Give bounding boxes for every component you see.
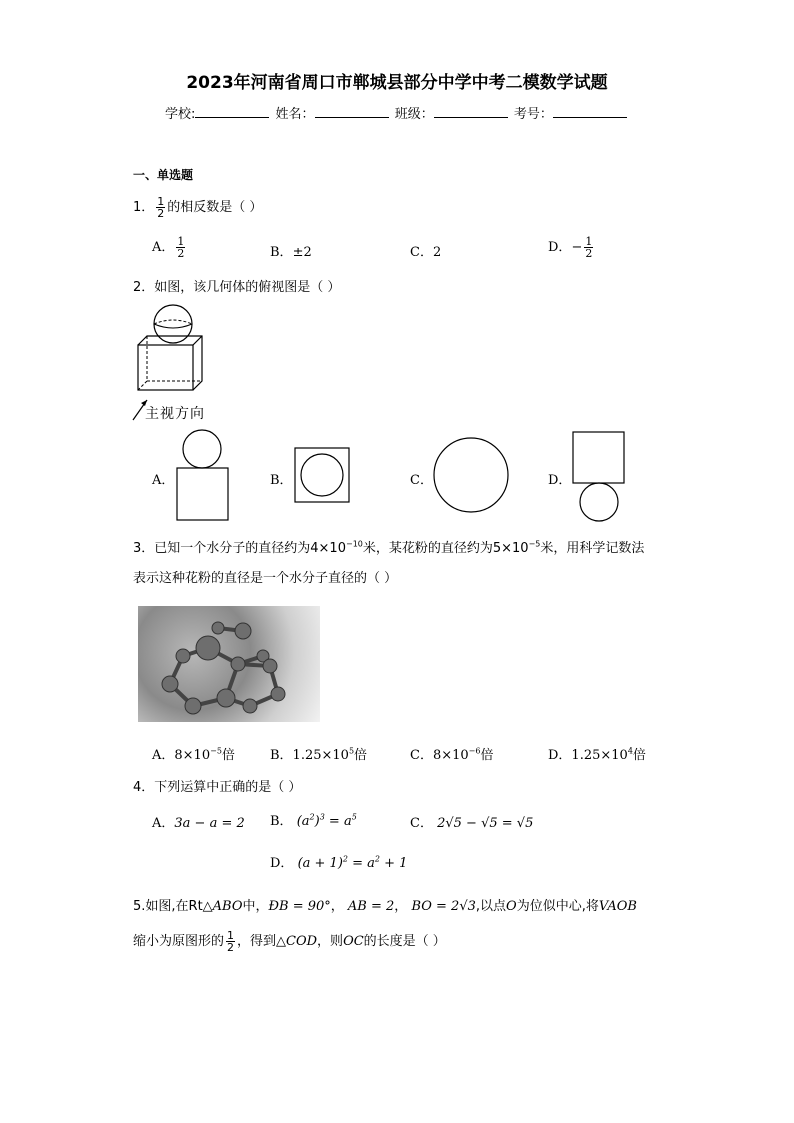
view-direction-label: 主视方向: [145, 406, 205, 422]
exam-no-label: 考号：: [513, 107, 553, 122]
q5-line-2: [133, 930, 446, 953]
q2-option-a-figure: [174, 428, 234, 524]
q4-a-label: A．: [152, 816, 175, 831]
q3-d-base: D．1.25×10: [548, 748, 628, 763]
q3-option-c: [410, 744, 493, 763]
school-label: 学校:: [165, 107, 196, 122]
q1-c-value: 2: [432, 245, 442, 260]
q5-oc: OC: [343, 934, 364, 949]
q5-zhong: 中，: [242, 899, 269, 914]
b-square: [295, 448, 349, 502]
q1-option-b: [270, 241, 312, 260]
q2-option-c-label: C．: [410, 473, 433, 488]
q1-option-a: [152, 236, 187, 259]
q4-option-d: [270, 852, 407, 871]
q2-text: 如图，该几何体的俯视图是（ ）: [154, 280, 341, 295]
b-circle: [301, 454, 343, 496]
q1-a-den: 2: [177, 247, 185, 260]
q1-a-label: A．: [152, 240, 175, 255]
q1-fraction: [156, 196, 165, 219]
sphere-equator-back: [154, 320, 192, 324]
question-2: [133, 276, 340, 295]
question-4: 4．下列运算中正确的是（ ）: [133, 780, 302, 795]
class-label: 班级：: [394, 107, 434, 122]
q3-exp1: −10: [345, 539, 363, 549]
q3-a-base: A．8×10: [152, 748, 211, 763]
q4-option-c: [410, 812, 533, 831]
a-square: [177, 468, 228, 520]
q3-text-end: 米，用科学记数法: [540, 541, 645, 556]
q3-text-mid: 米，某花粉的直径约为5×10: [362, 541, 529, 556]
exam-no-blank: [553, 105, 627, 118]
q3-option-d: [548, 744, 646, 763]
q4-a-expr: 3a − a = 2: [174, 816, 245, 831]
d-circle: [580, 483, 618, 521]
q5-ab: AB = 2: [347, 899, 395, 914]
q5-vaob: VAOB: [598, 899, 637, 914]
q5-line-1: 5.如图,在Rt△ABO中，ÐB = 90°， AB = 2， BO = 2√3,以点O为位似中心,将VAOB: [133, 899, 637, 914]
q1-text: 的相反数是（ ）: [167, 200, 263, 215]
q2-option-b-figure: [293, 446, 353, 504]
q5-line2-mid: ，得到△: [237, 934, 287, 949]
q1-d-den: 2: [585, 247, 593, 260]
molecule-image: [138, 606, 320, 722]
q4-b-expr: $(a^2)^3 = a^5$: [296, 812, 357, 829]
q3-line-1: [133, 537, 644, 556]
q5-mid: ,以点: [475, 899, 507, 914]
q1-d-num: 1: [585, 235, 593, 248]
q1-d-sign: −: [571, 240, 583, 255]
q3-c-exp: −6: [468, 746, 481, 756]
q2-option-b-label: B．: [270, 473, 293, 488]
sphere-outline: [154, 305, 192, 343]
name-blank: [315, 105, 389, 118]
q4-b-label: B．: [270, 814, 293, 829]
q5-center: 为位似中心,将: [516, 899, 599, 914]
q5-line2-start: 缩小为原图形的: [133, 934, 225, 949]
q2-number: 2．: [133, 280, 155, 295]
d-square: [573, 432, 624, 483]
q1-frac-num: 1: [157, 195, 165, 208]
q3-line-2: 表示这种花粉的直径是一个水分子直径的（ ）: [133, 571, 398, 586]
q1-option-c: [410, 241, 441, 260]
q3-d-exp: 4: [627, 746, 633, 756]
cube-hidden-edge-2: [138, 381, 147, 390]
q3-b-base: B．1.25×10: [270, 748, 349, 763]
question-1: [133, 196, 262, 219]
page-title: 2023年河南省周口市郸城县部分中学中考二模数学试题: [186, 73, 608, 93]
q3-a-exp: −5: [210, 746, 222, 756]
q3-option-a: [152, 744, 235, 763]
q5-bo: BO = 2√3: [411, 899, 476, 914]
q5-cod: COD: [286, 934, 318, 949]
q1-frac-den: 2: [157, 207, 165, 220]
q4-d-expr: $(a + 1)^2 = a^2 + 1$: [297, 854, 408, 871]
q4-c-label: C．: [410, 816, 433, 831]
q3-c-base: C．8×10: [410, 748, 469, 763]
q2-option-a-label: A．: [152, 473, 175, 488]
q5-half-den: 2: [227, 941, 235, 954]
q4-option-a: [152, 812, 245, 831]
q3-text-start: 3．已知一个水分子的直径约为4×10: [133, 541, 346, 556]
q1-number: 1．: [133, 200, 155, 215]
q1-a-fraction: [176, 236, 185, 259]
student-info-line: [165, 103, 629, 122]
q3-option-b: [270, 744, 367, 763]
q5-angle: ÐB = 90°: [268, 899, 331, 914]
q5-half-num: 1: [227, 929, 235, 942]
q1-d-label: D．: [548, 240, 572, 255]
q1-option-d: [548, 236, 595, 259]
name-label: 姓名：: [275, 107, 315, 122]
a-circle: [183, 430, 221, 468]
q1-b-label: B．: [270, 245, 293, 260]
q2-option-d-figure: [570, 429, 630, 524]
section-heading: 一、单选题: [133, 168, 194, 182]
class-blank: [434, 105, 508, 118]
q2-option-d-label: D．: [548, 473, 572, 488]
q3-d-unit: 倍: [632, 748, 646, 763]
q1-d-fraction: [584, 236, 593, 259]
q2-option-c-figure: [432, 436, 512, 516]
q5-line2-then: ，则: [317, 934, 344, 949]
cube-edge: [193, 336, 202, 345]
q3-c-unit: 倍: [480, 748, 494, 763]
q4-option-b: [270, 810, 357, 829]
school-blank: [195, 105, 269, 118]
molecule-photo: [138, 606, 320, 722]
cube-front-face: [138, 345, 193, 390]
q3-b-unit: 倍: [354, 748, 368, 763]
q5-o: O: [506, 899, 517, 914]
q5-start: 5.如图,在Rt△: [133, 899, 213, 914]
q5-half-fraction: [226, 930, 235, 953]
q1-c-label: C．: [410, 245, 433, 260]
q1-a-num: 1: [177, 235, 185, 248]
q3-b-exp: 5: [348, 746, 355, 756]
q3-a-unit: 倍: [221, 748, 235, 763]
c-circle: [434, 438, 508, 512]
sphere-equator-front: [154, 324, 192, 328]
cube-top-side: [138, 336, 202, 390]
q1-b-value: ±2: [292, 245, 312, 260]
q5-line2-end: 的长度是（ ）: [363, 934, 446, 949]
q4-d-label: D．: [270, 856, 294, 871]
q4-c-expr: 2√5 − √5 = √5: [437, 816, 534, 831]
q5-abo: ABO: [212, 899, 243, 914]
q3-exp2: −5: [528, 539, 541, 549]
